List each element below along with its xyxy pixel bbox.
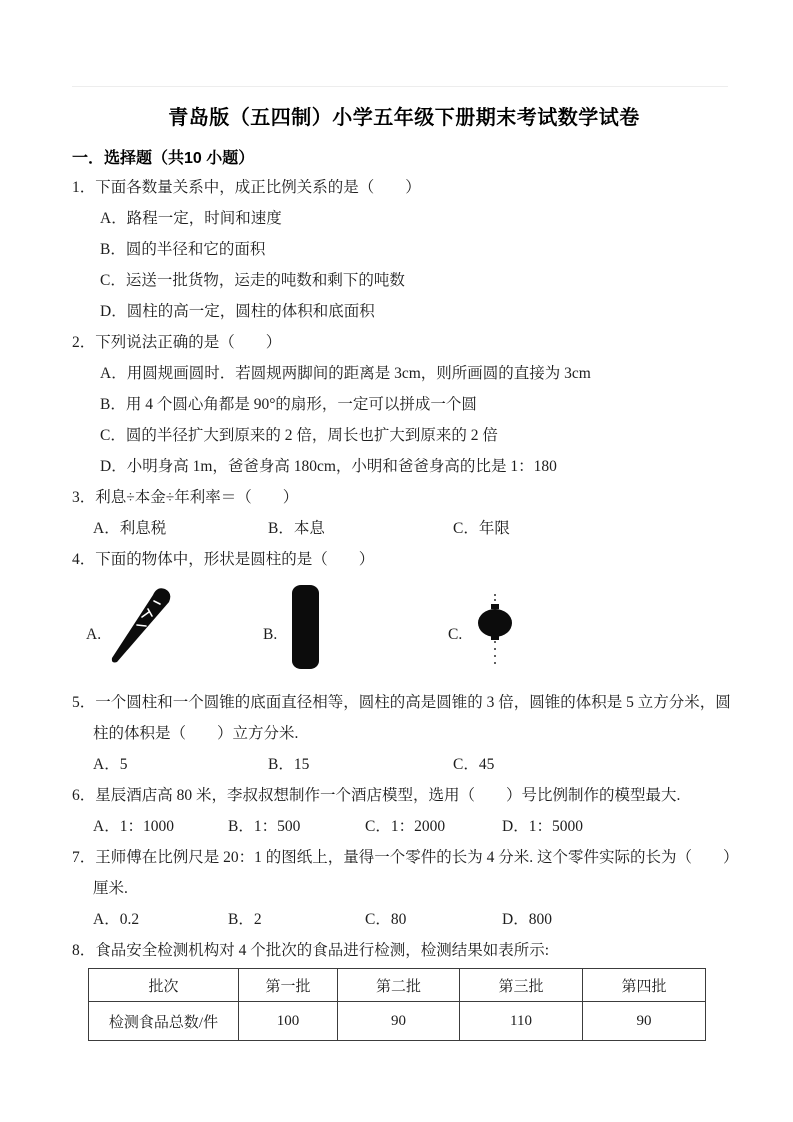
table-data-row [89,1002,706,1041]
table-header-cell: 第三批 [460,969,583,1002]
table-value-cell: 90 [583,1002,706,1041]
lantern-figure [475,593,515,673]
question-1-option-b: B．圆的半径和它的面积 [100,241,266,258]
question-5-option-a: A．5 [93,756,128,773]
table-header-cell: 第一批 [239,969,338,1002]
figure-label-c: C. [448,626,463,643]
question-7-option-c: C．80 [365,911,407,928]
question-1-option-a: A．路程一定，时间和速度 [100,210,282,227]
exam-content [72,0,736,1041]
question-7-option-a: A．0.2 [93,911,140,928]
question-1 [72,172,736,327]
question-6 [72,780,736,842]
table-value-cell: 110 [460,1002,583,1041]
question-3-option-b: B．本息 [268,520,325,537]
question-8 [72,935,736,1041]
question-7-option-b: B．2 [228,911,262,928]
question-2-option-a: A．用圆规画圆时．若圆规两脚间的距离是 3cm，则所画圆的直接为 3cm [100,365,591,382]
question-2-option-b: B．用 4 个圆心角都是 90°的扇形，一定可以拼成一个圆 [100,396,477,413]
question-6-option-b: B．1：500 [228,818,301,835]
cylinder-figure [292,585,319,669]
question-7-text: 7．王师傅在比例尺是 20：1 的图纸上，量得一个零件的长为 4 分米. 这个零件实际的长为（ ）厘米. [72,849,731,897]
section-heading: 一．选择题（共10 小题） [72,150,255,167]
table-row-label: 检测食品总数/件 [89,1002,239,1041]
question-5 [72,687,736,780]
question-7-option-d: D．800 [502,911,552,928]
question-5-option-b: B．15 [268,756,310,773]
table-header-cell: 第二批 [338,969,460,1002]
question-3-text: 3．利息÷本金÷年利率＝（ ） [72,489,299,506]
q8-inspection-table [88,968,706,1041]
figure-label-a: A. [86,626,102,643]
question-7-options [72,904,736,935]
question-4-text: 4．下面的物体中，形状是圆柱的是（ ） [72,551,375,568]
question-1-text: 1．下面各数量关系中，成正比例关系的是（ ） [72,179,421,196]
page-title: 青岛版（五四制）小学五年级下册期末考试数学试卷 [168,107,640,129]
table-header-cell: 批次 [89,969,239,1002]
question-6-text: 6．星辰酒店高 80 米，李叔叔想制作一个酒店模型，选用（ ）号比例制作的模型最大. [72,787,681,804]
question-7 [72,842,736,935]
question-6-option-d: D．1：5000 [502,818,583,835]
question-2-option-d: D．小明身高 1m，爸爸身高 180cm，小明和爸爸身高的比是 1：180 [100,458,557,475]
question-1-option-d: D．圆柱的高一定，圆柱的体积和底面积 [100,303,375,320]
question-2-option-c: C．圆的半径扩大到原来的 2 倍，周长也扩大到原来的 2 倍 [100,427,498,444]
question-5-option-c: C．45 [453,756,495,773]
question-2-text: 2．下列说法正确的是（ ） [72,334,282,351]
question-6-option-a: A．1：1000 [93,818,174,835]
question-1-option-c: C．运送一批货物，运走的吨数和剩下的吨数 [100,272,405,289]
question-3-option-a: A．利息税 [93,520,167,537]
question-4 [72,544,736,687]
table-value-cell: 100 [239,1002,338,1041]
question-2 [72,327,736,482]
table-header-row [89,969,706,1002]
question-6-option-c: C．1：2000 [365,818,446,835]
table-value-cell: 90 [338,1002,460,1041]
question-3-options [72,513,736,544]
question-5-text: 5．一个圆柱和一个圆锥的底面直径相等，圆柱的高是圆锥的 3 倍，圆锥的体积是 5 立方分米，圆柱的体积是（ ）立方分米. [72,694,731,742]
baseball-bat-figure [106,581,178,665]
question-3-option-c: C．年限 [453,520,510,537]
table-header-cell: 第四批 [583,969,706,1002]
question-3 [72,482,736,544]
question-8-text: 8．食品安全检测机构对 4 个批次的食品进行检测，检测结果如表所示: [72,942,550,959]
question-6-options [72,811,736,842]
figure-label-b: B. [263,626,278,643]
question-4-figures [72,575,736,687]
question-5-options [72,749,736,780]
